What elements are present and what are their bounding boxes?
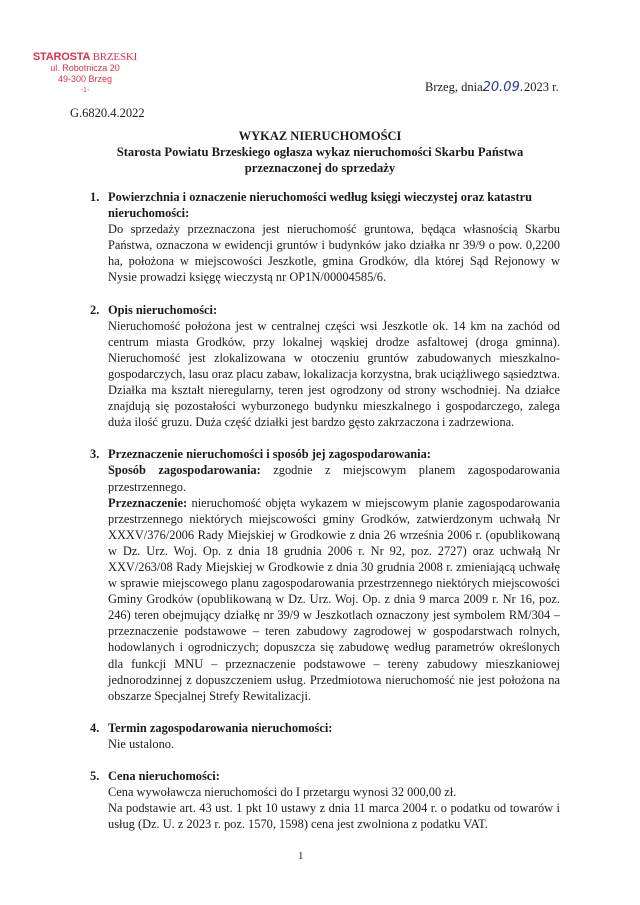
section-number: 1. xyxy=(90,190,100,204)
section-number: 2. xyxy=(90,302,100,317)
subsection-method xyxy=(108,462,560,494)
reference-number: G.6820.4.2022 xyxy=(70,106,145,120)
page-number: 1 xyxy=(298,850,304,862)
section-number: 5. xyxy=(90,769,100,783)
document-body xyxy=(90,189,560,848)
section-heading: Przeznaczenie nieruchomości i sposób jej zagospodarowania: xyxy=(108,447,431,462)
section-body: Nieruchomość położona jest w centralnej części wsi Jeszkotle ok. 14 km na zachód od centrum miasta Grodków, przy lokalnej wąskiej drodze asfaltowej (droga gminna). Nieruchomość jest zlokalizowana w otoczeniu gruntów zabudowanych mieszkalno-gospodarczych, lasu oraz placu zabaw, lokalizacja korzystna, brak uciążliwego sąsiedztwa. Działka ma kształt nieregularny, teren jest ogrodzony od strony wschodniej. Na działce znajdują się pozostałości wyburzonego budynku mieszkalnego i gospodarczego, zalega duża ilość gruzu. Duża część działki jest bardzo gęsto zakrzaczona i zadrzewiona. xyxy=(108,318,560,430)
subsection-text: nieruchomość objęta wykazem w miejscowym planie zagospodarowania przestrzennego niektórych miejscowości gminy Grodków, zatwierdzonym uchwałą Nr XXXV/376/2006 Rady Miejskiej w Grodkowie z dnia 26 września 2006 r. (opublikowaną w Dz. Urz. Woj. Op. z dnia 18 grudnia 2006 r. Nr 92, poz. 2727) oraz uchwałą Nr XXV/263/08 Rady Miejskiej w Grodkowie z dnia 30 grudnia 2008 r. zmieniającą uchwałę w sprawie miejscowego planu zagospodarowania przestrzennego niektórych miejscowości Gminy Grodków (opublikowaną w Dz. Urz. Woj. Op. z dnia 9 marca 2009 r. Nr 16, poz. 246) teren obejmujący działkę nr 39/9 w Jeszkotlach oznaczony jest symbolem RM/304 – przeznaczenie podstawowe – teren zabudowy zagrodowej w gospodarstwach rolnych, hodowlanych i ogrodniczych; dopuszcza się zabudowę według parametrów określonych dla funkcji MNU – przeznaczenie podstawowe – tereny zabudowy mieszkaniowej jednorodzinnej z dopuszczeniem usług. Przedmiotowa nieruchomość nie jest położona na obszarze Specjalnej Strefy Rewitalizacji. xyxy=(108,495,560,703)
document-title xyxy=(100,128,540,176)
section-4 xyxy=(90,720,560,752)
subsection-label: Sposób zagospodarowania: xyxy=(108,463,261,478)
section-heading: Opis nieruchomości: xyxy=(108,302,218,317)
subsection-purpose xyxy=(108,495,560,704)
subsection-label: Przeznaczenie: xyxy=(108,495,188,510)
stamp-title-light: BRZESKI xyxy=(92,51,138,63)
office-stamp xyxy=(30,52,140,96)
section-heading: Powierzchnia i oznaczenie nieruchomości według księgi wieczystej oraz katastru nieruchomości: xyxy=(108,190,532,221)
section-body: Nie ustalono. xyxy=(108,736,175,751)
date-prefix: Brzeg, dnia xyxy=(425,80,483,94)
stamp-title xyxy=(30,52,140,63)
section-number: 3. xyxy=(90,447,100,462)
date-line xyxy=(425,80,559,95)
title-line3: przeznaczonej do sprzedaży xyxy=(244,161,396,175)
section-body: Do sprzedaży przeznaczona jest nieruchomość gruntowa, będąca własnością Skarbu Państwa, oznaczona w ewidencji gruntów i budynków jako działka nr 39/9 o pow. 0,2200 ha, położona w miejscowości Jeszkotle, gmina Grodków, dla której Sąd Rejonowy w Nysie prowadzi księgę wieczystą nr OP1N/00004585/6. xyxy=(108,222,560,285)
section-number: 4. xyxy=(90,720,100,735)
stamp-city: 49-300 Brzeg xyxy=(57,74,113,84)
subsection-text: zgodnie z miejscowym planem zagospodarowania przestrzennego. xyxy=(108,463,560,494)
date-suffix: 2023 r. xyxy=(523,80,559,94)
section-heading: Termin zagospodarowania nieruchomości: xyxy=(108,720,333,735)
section-5 xyxy=(90,768,560,832)
title-line2: Starosta Powiatu Brzeskiego ogłasza wykaz nieruchomości Skarbu Państwa xyxy=(116,145,524,159)
vat-line: Na podstawie art. 43 ust. 1 pkt 10 ustawy z dnia 11 marca 2004 r. o podatku od towarów i usług (Dz. U. z 2023 r. poz. 1570, 1598) cena jest zwolniona z podatku VAT. xyxy=(108,801,560,832)
title-main: WYKAZ NIERUCHOMOŚCI xyxy=(238,129,402,143)
stamp-street: ul. Robotnicza 20 xyxy=(50,63,120,73)
section-1 xyxy=(90,189,560,286)
section-3 xyxy=(90,446,560,704)
date-handwritten: 20.09. xyxy=(482,80,524,95)
stamp-title-bold: STAROSTA xyxy=(32,51,90,63)
section-2 xyxy=(90,302,560,431)
price-line: Cena wywoławcza nieruchomości do I przetargu wynosi 32 000,00 zł. xyxy=(108,785,457,800)
section-heading: Cena nieruchomości: xyxy=(108,769,220,783)
stamp-mark: -1- xyxy=(80,87,90,94)
